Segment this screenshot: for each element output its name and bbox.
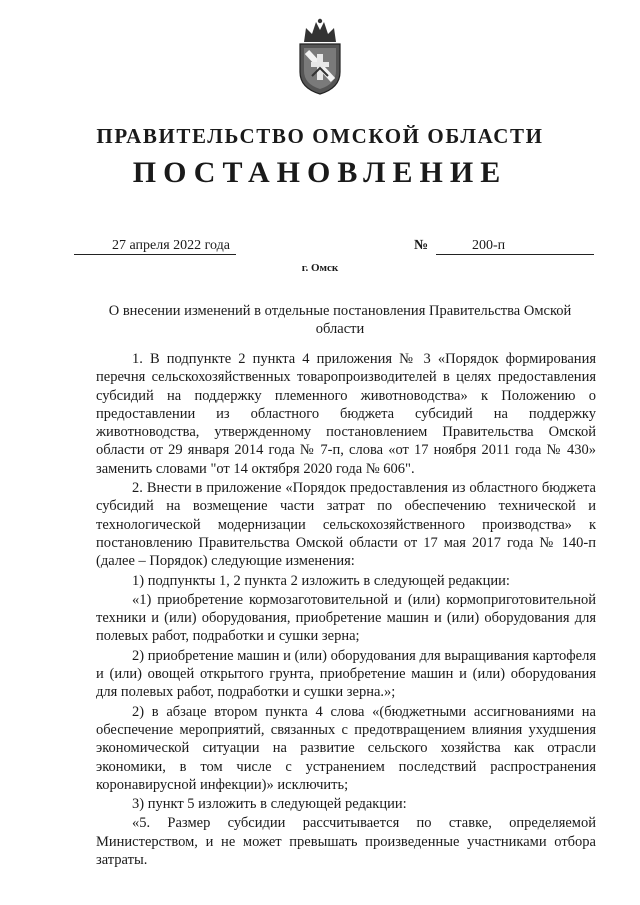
paragraph: «1) приобретение кормозаготовительной и (или) кормоприготовительной техники и (или) оборудования, приобретение машин и (или) оборудования для полевых работ, подработки и сушки зерна; [96,591,596,645]
city-name: г. Омск [301,262,339,274]
omsk-region-coat-of-arms-icon [294,16,346,96]
document-number: 200-п [436,238,594,255]
paragraph: 2) приобретение машин и (или) оборудования для выращивания картофеля и (или) овощей открытого грунта, приобретение машин и (или) оборудования для полевых работ, подработки и сушки зерна.»; [96,647,596,701]
document-date: 27 апреля 2022 года [74,238,236,255]
document-subject: О внесении изменений в отдельные постановления Правительства Омской области [108,303,572,337]
document-body [96,350,596,869]
paragraph: 2) в абзаце втором пункта 4 слова «(бюджетными ассигнованиями на обеспечение мероприятий, связанных с предотвращением влияния ухудшения экономической ситуации на развитие сельского хозяйства как отрасли экономики, в том числе с устранением последствий распространения коронавирусной инфекции)» исключить; [96,703,596,793]
paragraph: 1. В подпункте 2 пункта 4 приложения № 3 «Порядок формирования перечня сельскохозяйственных товаропроизводителей в целях предоставления субсидий на поддержку племенного животноводства» к Положению о предоставлении из областного бюджета субсидий на поддержку животноводства, утвержденному постановлением Правительства Омской области от 29 января 2014 года № 7-п, слова «от 17 ноября 2011 года № 430» заменить словами "от 14 октября 2020 года № 606". [96,351,596,477]
government-name: ПРАВИТЕЛЬСТВО ОМСКОЙ ОБЛАСТИ [96,124,544,148]
document-type: ПОСТАНОВЛЕНИЕ [132,156,508,189]
paragraph: 3) пункт 5 изложить в следующей редакции: [132,796,407,813]
paragraph: 1) подпункты 1, 2 пункта 2 изложить в следующей редакции: [132,572,510,589]
paragraph: «5. Размер субсидии рассчитывается по ставке, определяемой Министерством, и не может превышать произведенные участниками отбора затраты. [96,815,596,869]
paragraph: 2. Внести в приложение «Порядок предоставления из областного бюджета субсидий на возмещение части затрат по обеспечению технической и технологической модернизации сельскохозяйственного производства» к постановлению Правительства Омской области от 17 мая 2017 года № 140-п (далее – Порядок) следующие изменения: [96,480,596,570]
number-sign: № [414,238,429,253]
